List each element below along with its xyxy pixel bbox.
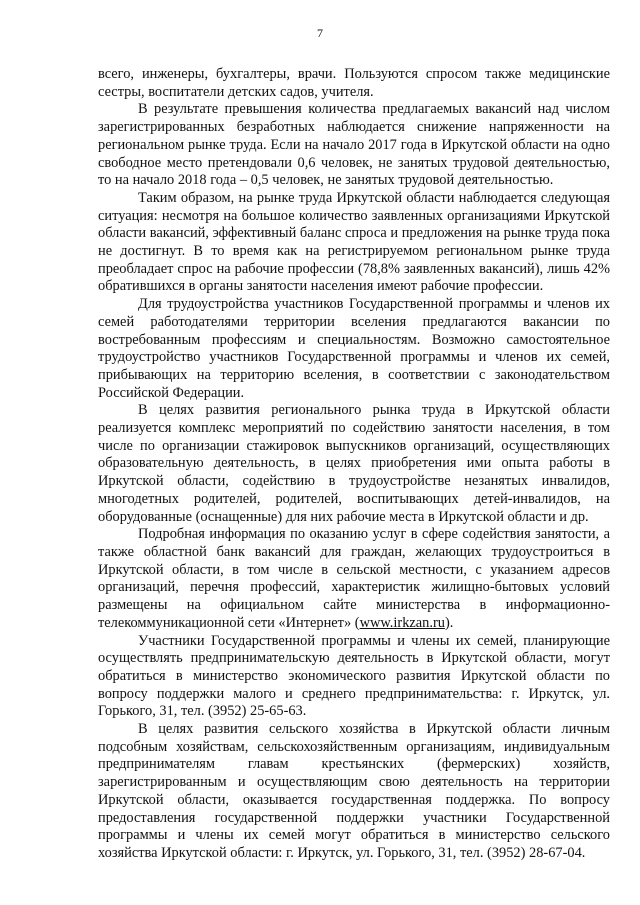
info-text: Подробная информация по оказанию услуг в сфере содействия занятости, а также областной банк вакансий для граждан, желающих трудоустроиться в Иркутской области, в том числе в сельской местности, с указанием адресов организаций, перечня профессий, характеристик жилищно-бытовых условий размещены на официальном сайте министерства в информационно-телекоммуникационной сети «Интернет» ( <box>98 526 610 631</box>
paragraph-employment-participants: Для трудоустройства участников Государственной программы и членов их семей работодателями территории вселения предлагаются вакансии по востребованным профессиям и специальностям. Возможно самостоятельное трудоустройство участников Государственной программы и членов их семей, прибывающих на территорию вселения, в соответствии с законодательством Российской Федерации. <box>98 296 610 401</box>
paragraph-labor-tension: В результате превышения количества предлагаемых вакансий над числом зарегистрированных безработных наблюдается снижение напряженности на региональном рынке труда. Если на начало 2017 года в Иркутской области на одно свободное место претендовали 0,6 человек, не занятых трудовой деятельностью, то на начало 2018 года – 0,5 человек, не занятых трудовой деятельностью. <box>98 101 610 189</box>
paragraph-info-services <box>98 526 610 632</box>
irkzan-link[interactable]: www.irkzan.ru <box>359 614 445 631</box>
paragraph-labor-market-situation: Таким образом, на рынке труда Иркутской области наблюдается следующая ситуация: несмотря на большое количество заявленных организациями Иркутской области вакансий, эффективный баланс спроса и предложения на рынке труда пока не достигнут. В то время как на регистрируемом региональном рынке труда преобладает спрос на рабочие профессии (78,8% заявленных вакансий), лишь 42% обратившихся в органы занятости населения имеют рабочие профессии. <box>98 189 610 295</box>
page-number: 7 <box>317 26 323 40</box>
paragraph-entrepreneurship: Участники Государственной программы и члены их семей, планирующие осуществлять предпринимательскую деятельность в Иркутской области, могут обратиться в министерство экономического развития Иркутской области по вопросу поддержки малого и среднего предпринимательства: г. Иркутск, ул. Горького, 31, тел. (3952) 25-65-63. <box>98 632 610 720</box>
document-body <box>98 66 610 863</box>
paragraph-continuation: всего, инженеры, бухгалтеры, врачи. Пользуются спросом также медицинские сестры, воспитатели детских садов, учителя. <box>98 66 610 100</box>
info-text-end: ). <box>444 614 454 631</box>
paragraph-agriculture: В целях развития сельского хозяйства в Иркутской области личным подсобным хозяйствам, сельскохозяйственным организациям, индивидуальным предпринимателям главам крестьянских (фермерских) хозяйств, зарегистрированным и осуществляющим свою деятельность на территории Иркутской области, оказывается государственная поддержка. По вопросу предоставления государственной поддержки участники Государственной программы и члены их семей могут обратиться в министерство сельского хозяйства Иркутской области: г. Иркутск, ул. Горького, 31, тел. (3952) 28-67-04. <box>98 721 610 861</box>
paragraph-regional-measures: В целях развития регионального рынка труда в Иркутской области реализуется комплекс мероприятий по содействию занятости населения, в том числе по организации стажировок выпускников организаций, осуществляющих образовательную деятельность, в целях приобретения ими опыта работы в Иркутской области, содействию в трудоустройстве незанятых инвалидов, многодетных родителей, родителей, воспитывающих детей-инвалидов, на оборудованные (оснащенные) для них рабочие места в Иркутской области и др. <box>98 402 610 525</box>
